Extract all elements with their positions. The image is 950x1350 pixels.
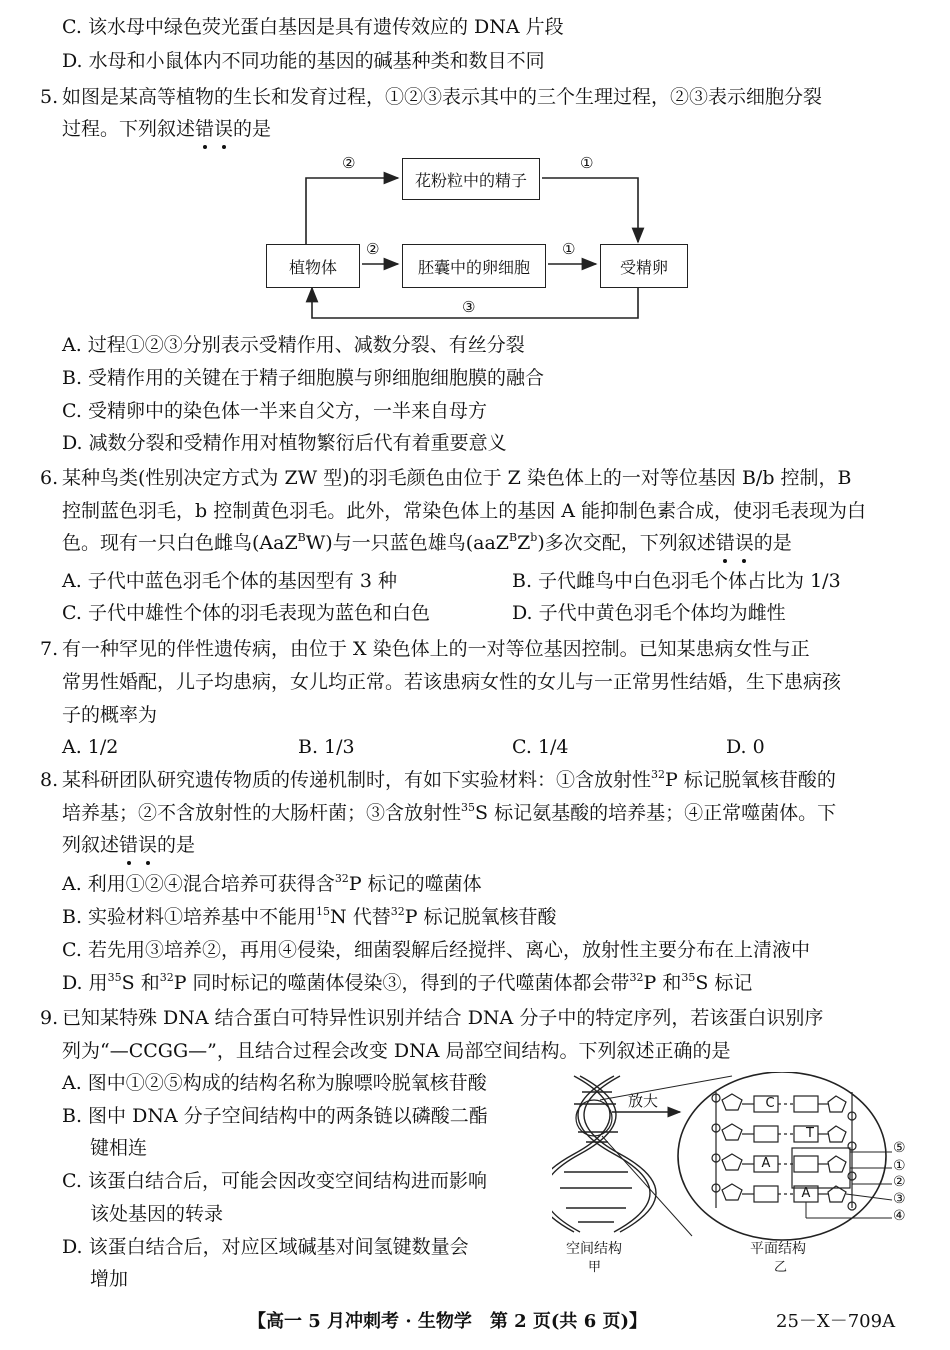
q5-number: 5. [40, 86, 59, 108]
q8-stem-line1: 某科研团队研究遗传物质的传递机制时，有如下实验材料：①含放射性$^{32}$P 标记脱氧核苷酸的 [62, 768, 836, 791]
q8-option-a: A. 利用①②④混合培养可获得含$^{32}$P 标记的噬菌体 [62, 872, 482, 895]
q5-option-c: C. 受精卵中的染色体一半来自父方，一半来自母方 [62, 400, 487, 422]
q6-number: 6. [40, 467, 59, 489]
q5-stem-line1: 如图是某高等植物的生长和发育过程，①②③表示其中的三个生理过程，②③表示细胞分裂 [62, 86, 823, 108]
left-strand [712, 1092, 754, 1208]
arrow-label: ③ [462, 298, 476, 316]
base-label-a: A [761, 1156, 771, 1171]
q7-stem-line3: 子的概率为 [62, 704, 158, 726]
q9-option-c-line2: 该处基因的转录 [90, 1203, 224, 1225]
q5-stem-line2: 过程。下列叙述错误的是 [62, 114, 271, 144]
q8-option-d: D. 用$^{35}$S 和$^{32}$P 同时标记的噬菌体侵染③，得到的子代噬菌体都会带$^{32}$P 和$^{35}$S 标记 [62, 971, 753, 994]
q9-number: 9. [40, 1007, 59, 1029]
paper-code: 25－X－709A [776, 1311, 896, 1332]
q9-option-c-line1: C. 该蛋白结合后，可能会因改变空间结构进而影响 [62, 1170, 487, 1192]
emphasis-char: 错 [195, 114, 214, 144]
base-label-c: C [765, 1096, 775, 1111]
caption-planar: 平面结构 [750, 1241, 806, 1257]
q7-option-b: B. 1/3 [298, 736, 355, 758]
arrow-label: ② [342, 154, 356, 172]
q5-option-b: B. 受精作用的关键在于精子细胞膜与卵细胞细胞膜的融合 [62, 367, 545, 389]
arrow-label: ① [562, 240, 576, 258]
box-embryo-sac-egg: 胚囊中的卵细胞 [402, 244, 546, 288]
q9-stem-line1: 已知某特殊 DNA 结合蛋白可特异性识别并结合 DNA 分子中的特定序列，若该蛋白识别序 [62, 1007, 824, 1029]
box-plant: 植物体 [266, 244, 360, 288]
q8-option-c: C. 若先用③培养②，再用④侵染，细菌裂解后经搅拌、离心，放射性主要分布在上清液中 [62, 939, 810, 961]
caption-jia: 甲 [588, 1260, 602, 1275]
q7-number: 7. [40, 638, 59, 660]
q6-stem-line1: 某种鸟类(性别决定方式为 ZW 型)的羽毛颜色由位于 Z 染色体上的一对等位基因 B/b 控制，B [62, 467, 852, 489]
marker-3: ③ [893, 1191, 906, 1207]
q9-option-d-line1: D. 该蛋白结合后，对应区域碱基对间氢键数量会 [62, 1236, 469, 1258]
base-label-t: T [806, 1126, 814, 1141]
q5-option-d: D. 减数分裂和受精作用对植物繁衍后代有着重要意义 [62, 432, 507, 454]
marker-1: ① [893, 1158, 906, 1174]
prev-option-d: D. 水母和小鼠体内不同功能的基因的碱基种类和数目不同 [62, 50, 545, 72]
caption-yi: 乙 [774, 1260, 788, 1275]
marker-2: ② [893, 1174, 906, 1190]
q9-option-b-line2: 键相连 [90, 1137, 148, 1159]
arrow-label: ② [366, 240, 380, 258]
q6-stem-line2: 控制蓝色羽毛，b 控制黄色羽毛。此外，常染色体上的基因 A 能抑制色素合成，使羽毛表现为白 [62, 500, 867, 522]
q8-stem-line3: 列叙述错误的是 [62, 830, 195, 860]
base-label-a: A [801, 1186, 811, 1201]
q5-option-a: A. 过程①②③分别表示受精作用、减数分裂、有丝分裂 [62, 334, 525, 356]
q7-stem-line1: 有一种罕见的伴性遗传病，由位于 X 染色体上的一对等位基因控制。已知某患病女性与正 [62, 638, 810, 660]
emphasis-char: 误 [735, 528, 754, 558]
emphasis-char: 错 [716, 528, 735, 558]
box-zygote: 受精卵 [600, 244, 688, 288]
caption-spatial: 空间结构 [566, 1241, 622, 1257]
magnify-label: 放大 [628, 1092, 659, 1110]
q9-option-a: A. 图中①②⑤构成的结构名称为腺嘌呤脱氧核苷酸 [62, 1072, 487, 1094]
q7-stem-line2: 常男性婚配，儿子均患病，女儿均正常。若该患病女性的女儿与一正常男性结婚，生下患病孩 [62, 671, 842, 693]
q7-option-d: D. 0 [726, 736, 765, 758]
emphasis-char: 误 [214, 114, 233, 144]
dna-figure [552, 1072, 916, 1275]
q8-number: 8. [40, 769, 59, 791]
q6-option-d: D. 子代中黄色羽毛个体均为雌性 [512, 602, 786, 624]
q8-stem-line2: 培养基；②不含放射性的大肠杆菌；③含放射性$^{35}$S 标记氨基酸的培养基；④正常噬菌体。下 [62, 801, 837, 824]
q6-stem-line3: 色。现有一只白色雌鸟(AaZ$^B$W)与一只蓝色雄鸟$(aaZ^BZ^b)$多次交配，下列叙述错误的是 [62, 528, 792, 558]
q6-option-b: B. 子代雌鸟中白色羽毛个体占比为 1/3 [512, 570, 841, 592]
marker-4: ④ [893, 1208, 906, 1224]
q6-option-a: A. 子代中蓝色羽毛个体的基因型有 3 种 [62, 570, 397, 592]
q9-option-d-line2: 增加 [90, 1268, 129, 1290]
q7-option-c: C. 1/4 [512, 736, 569, 758]
q6-option-c: C. 子代中雄性个体的羽毛表现为蓝色和白色 [62, 602, 430, 624]
q5-diagram [262, 152, 686, 324]
emphasis-char: 错 [119, 830, 138, 860]
q9-option-b-line1: B. 图中 DNA 分子空间结构中的两条链以磷酸二酯 [62, 1105, 488, 1127]
prev-option-c: C. 该水母中绿色荧光蛋白基因是具有遗传效应的 DNA 片段 [62, 16, 564, 38]
q7-option-a: A. 1/2 [62, 736, 119, 758]
q8-option-b: B. 实验材料①培养基中不能用$^{15}$N 代替$^{32}$P 标记脱氧核苷酸 [62, 905, 557, 928]
q9-stem-line2: 列为“—CCGG—”，且结合过程会改变 DNA 局部空间结构。下列叙述正确的是 [62, 1040, 731, 1062]
marker-5: ⑤ [893, 1140, 906, 1156]
emphasis-char: 误 [138, 830, 157, 860]
page-footer: 【高一 5 月冲刺考 · 生物学 第 2 页(共 6 页)】 [248, 1311, 648, 1332]
arrow-label: ① [580, 154, 594, 172]
box-pollen-sperm: 花粉粒中的精子 [402, 158, 540, 200]
